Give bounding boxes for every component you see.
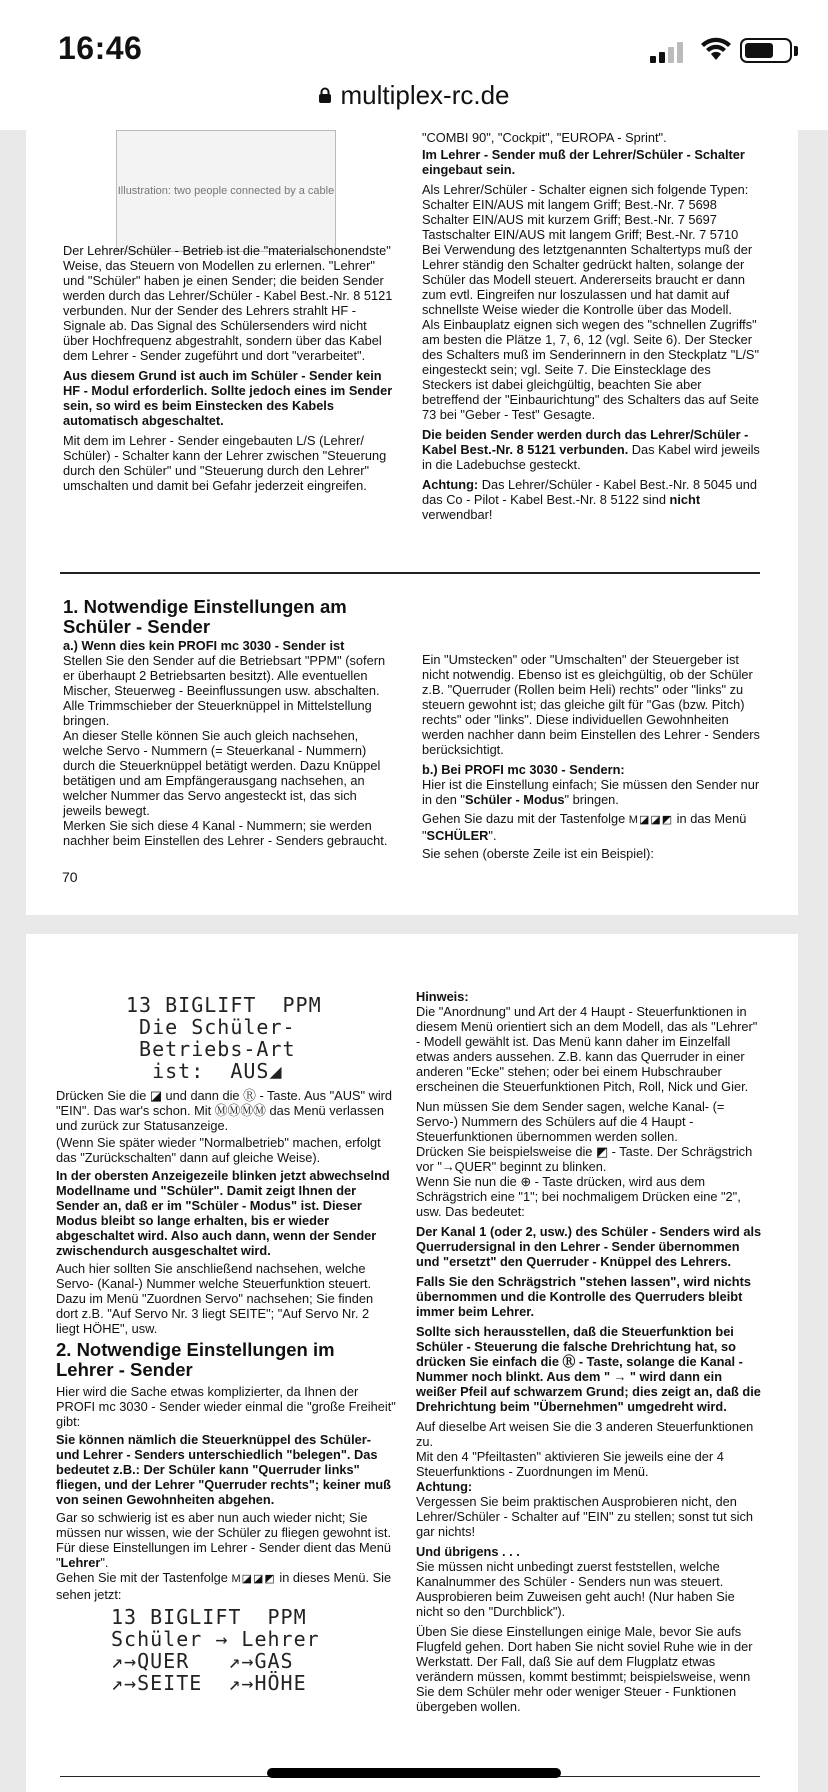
left-column-section-a (63, 638, 393, 848)
switch-line: Schalter EIN/AUS mit kurzem Griff; Best.-Nr. 7 5697 (422, 212, 717, 227)
subheading: Hinweis: (416, 989, 469, 1004)
bold-text: SCHÜLER (426, 828, 489, 843)
paragraph: Wenn Sie nun die ⊕ - Taste drücken, wird aus dem Schrägstrich eine "1"; bei nochmaligem Drücken eine "2", usw. Das bedeutet: (416, 1174, 741, 1219)
paragraph-cable (422, 427, 762, 472)
paragraph: Alle Trimmschieber der Steuerknüppel in Mittelstellung bringen. (63, 698, 372, 728)
lcd-line: 13 BIGLIFT PPM (111, 1605, 307, 1629)
paragraph (422, 811, 762, 843)
right-column (416, 989, 764, 1719)
text: Das Kabel wird jeweils in die Ladebuchse gesteckt. (422, 442, 760, 472)
lcd-line: Betriebs-Art (126, 1037, 296, 1061)
text: Gehen Sie dazu mit der Tastenfolge (422, 811, 629, 826)
paragraph-bold: Der Kanal 1 (oder 2, usw.) des Schüler - Senders wird als Querrudersignal in den Lehrer - Sender übernommen und "ersetzt" den Querruder - Knüppel des Lehrers. (416, 1224, 762, 1269)
paragraph: Der Lehrer/Schüler - Betrieb ist die "materialschonendste" Weise, das Steuern von Modellen zu erlernen. "Lehrer" und "Schüler" haben je einen Sender; die beiden Sender werden durch das Lehrer/Schüler - Kabel Best.-Nr. 8 5121 verbunden. Nur der Sender des Lehrers strahlt HF - Signale ab. Das Signal des Schülersenders wird nicht über Hochfrequenz abgestrahlt, sondern über das Kabel dem Lehrer - Sender zugeführt und dort "verarbeitet". (63, 243, 393, 363)
document-page-71 (26, 934, 798, 1792)
bold-text: Lehrer (60, 1555, 101, 1570)
paragraph: Mit den 4 "Pfeiltasten" aktivieren Sie jeweils eine der 4 Steuerfunktions - Zuordnungen im Menü. (416, 1449, 724, 1479)
bold-text: Achtung: (422, 477, 479, 492)
paragraph-bold: In der obersten Anzeigezeile blinken jetzt abwechselnd Modellname und "Schüler". Damit zeigt Ihnen der Sender an, daß er im "Schüler - Modus" ist. Dieser Modus bleibt so lange erhalten, bis er wieder abgeschaltet wird. Also auch dann, wenn der Sender zwischendurch ausgeschaltet wird. (56, 1168, 390, 1258)
paragraph-bold: Sie können nämlich die Steuerknüppel des Schüler- und Lehrer - Senders unterschiedlich "belegen". Das bedeutet z.B.: Der Schüler kann "Querruder links" fliegen, und der Lehrer "Querruder rechts"; keiner muß von seinen Gewohnheiten abgehen. (56, 1432, 391, 1507)
paragraph: Vergessen Sie beim praktischen Ausprobieren nicht, den Lehrer/Schüler - Schalter auf "EIN" zu stellen; sonst tut sich gar nichts! (416, 1494, 753, 1539)
lcd-line: Schüler → Lehrer (111, 1627, 320, 1651)
left-column-intro (63, 243, 393, 498)
status-time: 16:46 (58, 30, 143, 66)
right-column-intro (422, 130, 762, 527)
paragraph-bold: Sollte sich herausstellen, daß die Steuerfunktion bei Schüler - Steuerung die falsche Drehrichtung hat, so drücken Sie einfach die Ⓡ - Taste, solange die Kanal - Nummer noch blinkt. Aus dem " → " wird dann ein weißer Pfeil auf schwarzem Grund; dies zeigt an, daß die Drehrichtung beim "Übernehmen" umgedreht wird. (416, 1324, 761, 1414)
subheading: Achtung: (416, 1479, 473, 1494)
bold-text: nicht (669, 492, 701, 507)
paragraph: Ein "Umstecken" oder "Umschalten" der Steuergeber ist nicht notwendig. Ebenso ist es gleichgültig, ob der Schüler z.B. "Querruder (Rollen beim Heli) rechts" oder "links" zu steuern gewohnt ist; das gleiche gilt für "Gas (bzw. Pitch) rechts" oder "links". Diese individuellen Gewohnheiten werden nachher dann beim Einstellen des Lehrer - Senders berücksichtigt. (422, 652, 760, 757)
paragraph (56, 1570, 396, 1602)
text: in das Menü " (422, 811, 747, 843)
paragraph: Auch hier sollten Sie anschließend nachsehen, welche Servo- (Kanal-) Nummer welche Steuerfunktion steuert. Dazu im Menü "Zuordnen Servo" nachsehen; Sie finden dort z.B. "Auf Servo Nr. 3 liegt SEITE"; "Auf Servo Nr. 2 liegt HÖHE", usw. (56, 1261, 374, 1336)
section-heading: 2. Notwendige Einstellungen im Lehrer - Sender (56, 1339, 335, 1380)
bold-text: Die beiden Sender werden durch das Lehrer/Schüler - Kabel Best.-Nr. 8 5121 verbunden. (422, 427, 749, 457)
key-sequence: M◪◪◩ (628, 814, 674, 826)
text: verwendbar! (422, 507, 493, 522)
illustration-image: Illustration: two people connected by a cable (116, 130, 336, 252)
paragraph: Bei Verwendung des letztgenannten Schaltertyps muß der Lehrer ständig den Schalter gedrückt halten, solange der Schüler das Modell steuert. Andererseits braucht er dann zum evtl. Eingreifen nur loszulassen und hat damit auf schnellste Weise wieder die Kontrolle über das Modell. (422, 242, 753, 317)
paragraph: (Wenn Sie später wieder "Normalbetrieb" machen, erfolgt das "Zurückschalten" dann auf gleiche Weise). (56, 1135, 381, 1165)
paragraph: Merken Sie sich diese 4 Kanal - Nummern; sie werden nachher beim Einstellen des Lehrer - Senders gebraucht. (63, 818, 388, 848)
wifi-icon (700, 36, 732, 62)
text: ". (488, 828, 497, 843)
lcd-display-lehrer (111, 1606, 396, 1694)
paragraph: Drücken Sie die ◪ und dann die Ⓡ - Taste. Aus "AUS" wird "EIN". Das war's schon. Mit ⓂⓂⓂⓂ das Menü verlassen und zurück zur Statusanzeige. (56, 1088, 393, 1133)
paragraph: Als Lehrer/Schüler - Schalter eignen sich folgende Typen: (422, 182, 749, 197)
paragraph-bold: Falls Sie den Schrägstrich "stehen lassen", wird nichts übernommen und die Kontrolle des Querruders bleibt immer beim Lehrer. (416, 1274, 752, 1319)
paragraph-bold: Im Lehrer - Sender muß der Lehrer/Schüler - Schalter eingebaut sein. (422, 147, 745, 177)
url-bar[interactable] (0, 75, 828, 115)
paragraph: Auf dieselbe Art weisen Sie die 3 anderen Steuerfunktionen zu. (416, 1419, 754, 1449)
paragraph: "COMBI 90", "Cockpit", "EUROPA - Sprint". (422, 130, 667, 145)
paragraph: Drücken Sie beispielsweise die ◩ - Taste. Der Schrägstrich vor "→QUER" beginnt zu blinken. (416, 1144, 753, 1174)
divider (60, 572, 760, 574)
key-sequence: M◪◪◩ (231, 1573, 276, 1585)
paragraph: Üben Sie diese Einstellungen einige Male, bevor Sie aufs Flugfeld gehen. Dort haben Sie nicht soviel Ruhe wie in der Werkstatt. Der Fall, daß Sie auf dem Flugplatz etwas verändern müssen, kommt bestimmt; beispielsweise, wenn Sie dem Schüler mehr oder weniger Steuer - Funktionen übergeben wollen. (416, 1624, 753, 1714)
subheading: b.) Bei PROFI mc 3030 - Sendern: (422, 762, 625, 777)
lcd-line: ↗→SEITE ↗→HÖHE (111, 1671, 307, 1695)
text: in dieses Menü. Sie sehen jetzt: (56, 1570, 392, 1602)
lcd-line: Die Schüler- (126, 1015, 296, 1039)
subheading: Und übrigens . . . (416, 1544, 520, 1559)
switch-line: Schalter EIN/AUS mit langem Griff; Best.-Nr. 7 5698 (422, 197, 717, 212)
paragraph: Als Einbauplatz eignen sich wegen des "schnellen Zugriffs" am besten die Plätze 1, 7, 6, 12 (vgl. Seite 6). Der Stecker des Schalters muß im Senderinnern in den Steckplatz "L/S" eingesteckt sein; vgl. Seite 7. Die Einstecklage des Steckers ist dabei gleichgültig, beachten Sie aber betreffend der "Einbaurichtung" des Schalters das auf Seite 73 bei "Geber - Test" Gesagte. (422, 317, 759, 422)
paragraph: Stellen Sie den Sender auf die Betriebsart "PPM" (sofern er überhaupt 2 Betriebsarten besitzt). Alle eventuellen Mischer, Steuerweg - Beeinflussungen usw. abschalten. (63, 653, 386, 698)
page-number: 70 (62, 869, 78, 885)
paragraph: Mit dem im Lehrer - Sender eingebauten L/S (Lehrer/ Schüler) - Schalter kann der Lehrer zwischen "Steuerung durch den Schüler" und "Steuerung durch den Lehrer" umschalten und damit bei Gefahr jederzeit eingreifen. (63, 433, 387, 493)
paragraph (422, 777, 762, 807)
bold-text: Schüler - Modus (464, 792, 565, 807)
lcd-line: 13 BIGLIFT PPM (126, 993, 322, 1017)
paragraph-warning (422, 477, 762, 522)
text: ". (100, 1555, 109, 1570)
lcd-line: ↗→QUER ↗→GAS (111, 1649, 294, 1673)
paragraph: Nun müssen Sie dem Sender sagen, welche Kanal- (= Servo-) Nummern des Schülers auf die 4 Haupt - Steuerfunktionen übernommen werden sollen. (416, 1099, 725, 1144)
lock-icon (318, 87, 332, 103)
switch-line: Tastschalter EIN/AUS mit langem Griff; Best.-Nr. 7 5710 (422, 227, 739, 242)
section-heading: 1. Notwendige Einstellungen am Schüler - Sender (63, 596, 347, 637)
url-text: multiplex-rc.de (340, 79, 510, 110)
text: Für diese Einstellungen im Lehrer - Sender dient das Menü " (56, 1540, 392, 1570)
paragraph (56, 1540, 396, 1570)
paragraph: An dieser Stelle können Sie auch gleich nachsehen, welche Servo - Nummern (= Steuerkanal - Nummern) durch die Steuerknüppel betätigt werden. Dazu Knüppel betätigen und am Empfängerausgang nachsehen, an welcher Nummer das Servo angesteckt ist, das sich jeweils bewegt. (63, 728, 381, 818)
status-bar (0, 0, 828, 130)
paragraph-bold: Aus diesem Grund ist auch im Schüler - Sender kein HF - Modul erforderlich. Sollte jedoch eines im Sender sein, so wird es beim Einstecken des Kabels automatisch abgeschaltet. (63, 368, 393, 428)
paragraph: Sie müssen nicht unbedingt zuerst feststellen, welche Kanalnummer des Schüler - Senders nun was steuert. Ausprobieren beim Zuweisen geht auch! (Nur haben Sie nicht so den "Durchblick"). (416, 1559, 735, 1619)
paragraph: Die "Anordnung" und Art der 4 Haupt - Steuerfunktionen in diesem Menü orientiert sich an dem Modell, das als "Lehrer" - Modell gewählt ist. Das Menü kann daher im Einzelfall etwas anders aussehen. Z.B. kann das Querruder in einer anderen "Ecke" stehen; oder bei einem Hubschrauber erscheinen die Steuerfunktionen Pitch, Roll, Nick und Gier. (416, 1004, 758, 1094)
paragraph: Hier wird die Sache etwas komplizierter, da Ihnen der PROFI mc 3030 - Sender wieder einmal die "große Freiheit" gibt: (56, 1384, 396, 1429)
left-column (56, 994, 396, 1694)
paragraph: Gar so schwierig ist es aber nun auch wieder nicht; Sie müssen nur wissen, wie der Schüler zu fliegen gewohnt ist. (56, 1510, 392, 1540)
text: " bringen. (564, 792, 619, 807)
cellular-signal-icon (650, 41, 688, 63)
right-column-section-b (422, 652, 762, 866)
battery-icon (740, 38, 792, 63)
text: Hier ist die Einstellung einfach; Sie müssen den Sender nur in den " (422, 777, 760, 807)
lcd-line: ist: AUS◢ (126, 1059, 283, 1083)
paragraph: Sie sehen (oberste Zeile ist ein Beispiel): (422, 846, 654, 861)
lcd-display-schueler (126, 994, 396, 1082)
home-indicator[interactable] (267, 1768, 561, 1778)
subheading: a.) Wenn dies kein PROFI mc 3030 - Sender ist (63, 638, 345, 653)
text: Gehen Sie mit der Tastenfolge (56, 1570, 232, 1585)
text: Das Lehrer/Schüler - Kabel Best.-Nr. 8 5045 und das Co - Pilot - Kabel Best.-Nr. 8 5122 sind (422, 477, 757, 507)
document-page-70 (26, 130, 798, 915)
